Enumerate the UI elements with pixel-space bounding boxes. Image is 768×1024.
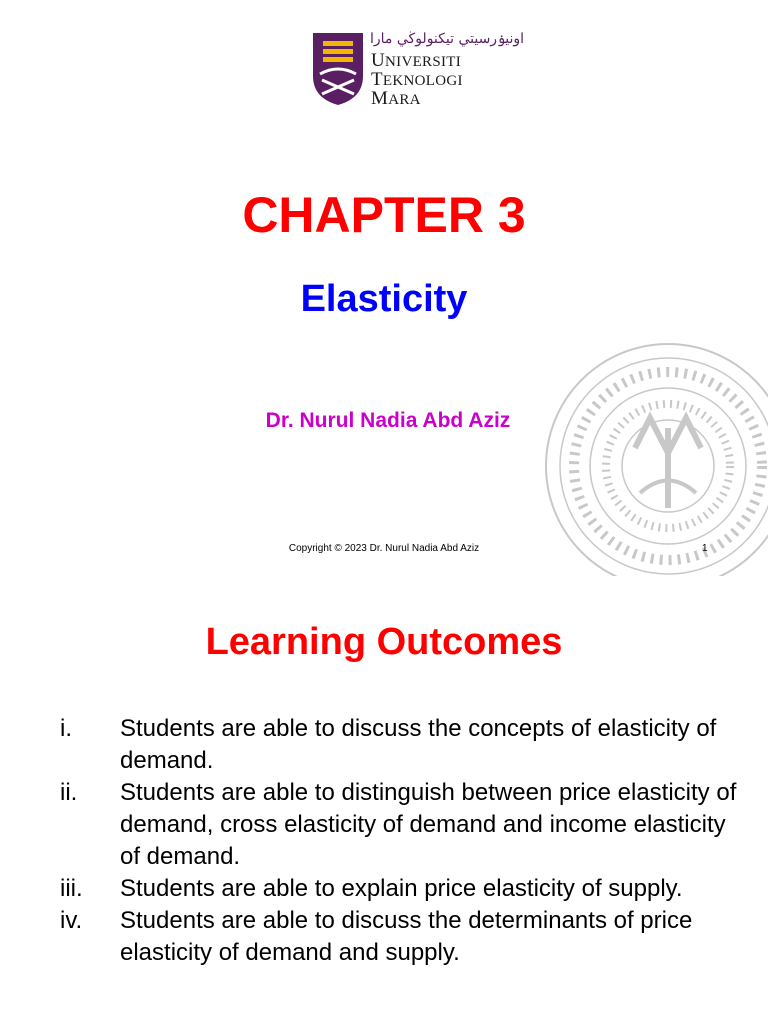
logo-line-teknologi: TEKNOLOGI	[371, 69, 463, 90]
list-item	[60, 905, 740, 969]
list-item	[60, 873, 740, 905]
learning-outcomes-slide	[0, 576, 768, 1024]
list-item-text: Students are able to explain price elasticity of supply.	[120, 875, 683, 902]
page-number: 1	[702, 543, 708, 554]
author-name: Dr. Nurul Nadia Abd Aziz	[265, 409, 511, 432]
list-item-text: Students are able to discuss the concepts of elasticity of demand.	[120, 715, 717, 774]
list-item-number: ii.	[60, 779, 78, 806]
list-item-text: Students are able to distinguish between price elasticity of demand, cross elasticity of demand and income elasticity of demand.	[120, 779, 737, 870]
list-item-text: Students are able to discuss the determinants of price elasticity of demand and supply.	[120, 907, 693, 966]
logo-line-mara: MARA	[371, 88, 421, 109]
logo-jawi-text: اونيۏرسيتي تيکنولوڬي مارا	[370, 31, 525, 47]
list-item	[60, 713, 740, 777]
uitm-crest-icon	[310, 30, 366, 106]
logo-line-universiti: UNIVERSITI	[371, 50, 462, 71]
learning-outcomes-heading: Learning Outcomes	[205, 621, 563, 663]
copyright-notice: Copyright © 2023 Dr. Nurul Nadia Abd Aziz	[288, 543, 480, 554]
chapter-title: Elasticity	[300, 278, 468, 320]
chapter-heading: CHAPTER 3	[242, 187, 526, 243]
list-item-number: i.	[60, 715, 72, 742]
uitm-logo	[310, 30, 525, 110]
uitm-seal-watermark	[540, 318, 768, 576]
learning-outcomes-list	[60, 713, 740, 969]
list-item-number: iii.	[60, 875, 83, 902]
list-item-number: iv.	[60, 907, 83, 934]
list-item	[60, 777, 740, 873]
